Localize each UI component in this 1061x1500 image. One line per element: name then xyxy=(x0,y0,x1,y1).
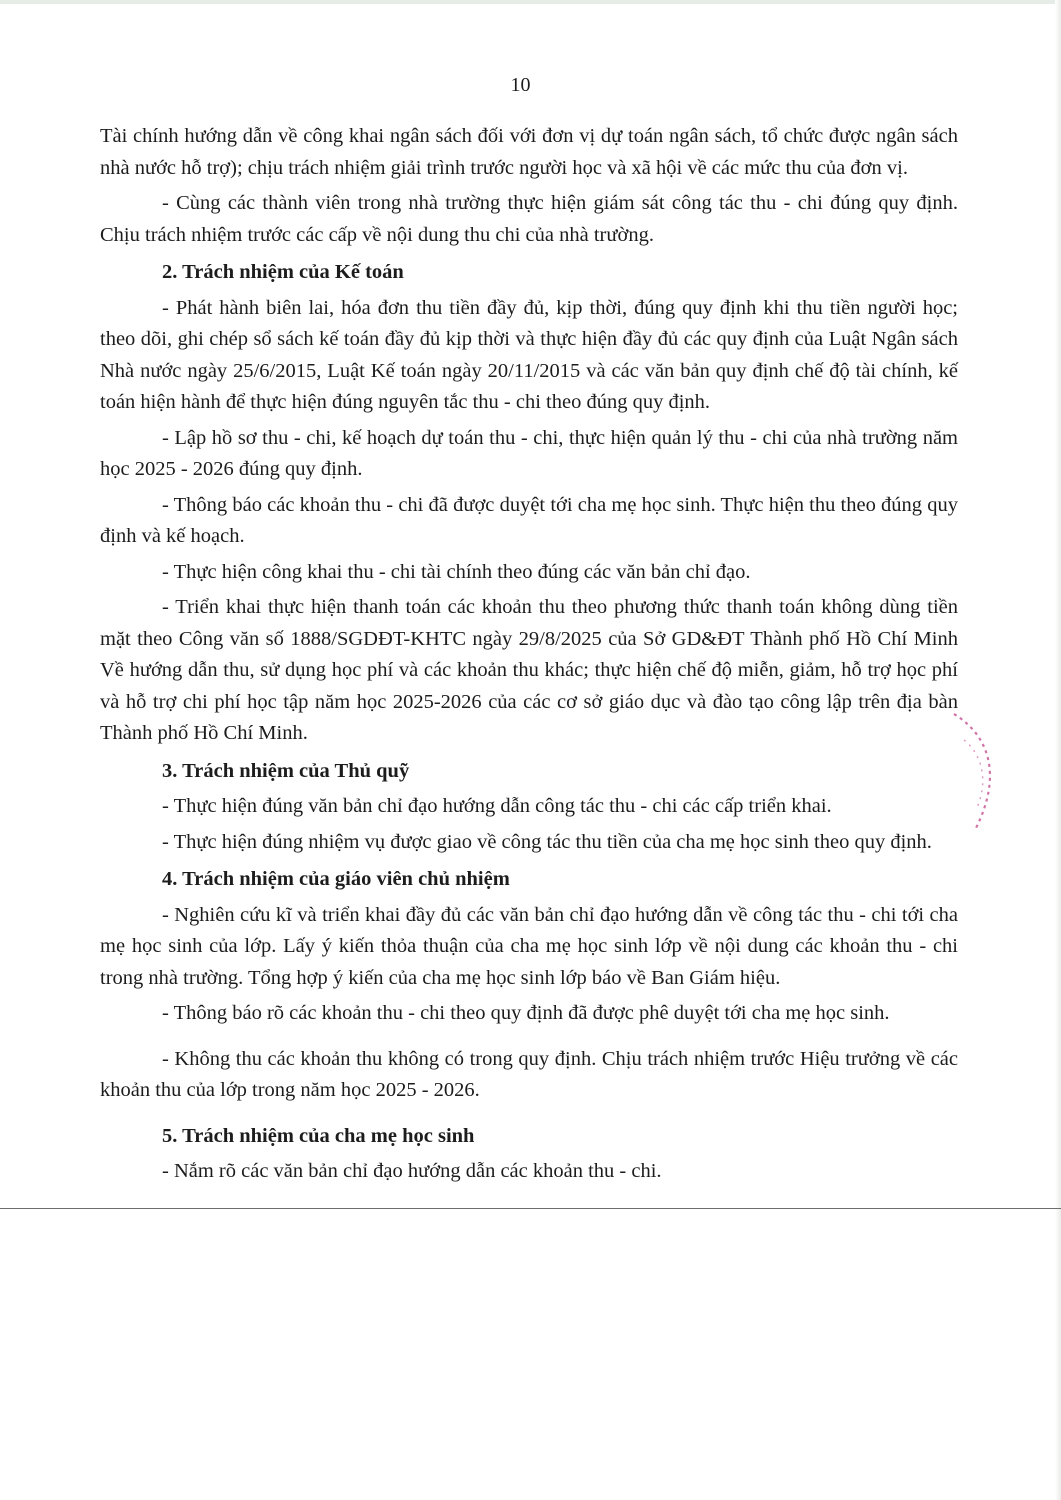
stamp-mark xyxy=(950,706,1010,836)
paragraph: - Thông báo các khoản thu - chi đã được duyệt tới cha mẹ học sinh. Thực hiện thu theo đúng quy định và kế hoạch. xyxy=(100,493,958,547)
paragraph: - Cùng các thành viên trong nhà trường thực hiện giám sát công tác thu - chi đúng quy định. Chịu trách nhiệm trước các cấp về nội dung thu chi của nhà trường. xyxy=(100,192,958,246)
paragraph: - Lập hồ sơ thu - chi, kế hoạch dự toán thu - chi, thực hiện quản lý thu - chi của nhà trường năm học 2025 - 2026 đúng quy định. xyxy=(100,426,958,480)
paragraph: - Thực hiện đúng nhiệm vụ được giao về công tác thu tiền của cha mẹ học sinh theo quy định. xyxy=(162,830,932,853)
paragraph: - Không thu các khoản thu không có trong quy định. Chịu trách nhiệm trước Hiệu trưởng về các khoản thu của lớp trong năm học 2025 - 2026. xyxy=(100,1047,958,1101)
paragraph: - Nắm rõ các văn bản chỉ đạo hướng dẫn các khoản thu - chi. xyxy=(162,1160,662,1182)
paragraph: - Nghiên cứu kĩ và triển khai đầy đủ các văn bản chỉ đạo hướng dẫn về công tác thu - chi tới cha mẹ học sinh của lớp. Lấy ý kiến thỏa thuận của cha mẹ học sinh lớp về nội dung các khoản thu - chi trong nhà trường. Tổng hợp ý kiến của cha mẹ học sinh lớp báo về Ban Giám hiệu. xyxy=(100,903,958,989)
page-number: 10 xyxy=(510,74,531,96)
paragraph: - Phát hành biên lai, hóa đơn thu tiền đầy đủ, kịp thời, đúng quy định khi thu tiền người học; theo dõi, ghi chép sổ sách kế toán đầy đủ kịp thời và thực hiện đầy đủ các quy định của Luật Ngân sách Nhà nước ngày 25/6/2015, Luật Kế toán ngày 20/11/2015 và các văn bản quy định chế độ tài chính, kế toán hiện hành để thực hiện đúng nguyên tắc thu - chi theo đúng quy định. xyxy=(100,296,958,413)
scan-right-edge xyxy=(1055,0,1061,1500)
section-heading: 5. Trách nhiệm của cha mẹ học sinh xyxy=(162,1124,475,1147)
paragraph: - Thông báo rõ các khoản thu - chi theo quy định đã được phê duyệt tới cha mẹ học sinh. xyxy=(162,1002,890,1024)
paragraph: Tài chính hướng dẫn về công khai ngân sách đối với đơn vị dự toán ngân sách, tổ chức được ngân sách nhà nước hỗ trợ); chịu trách nhiệm giải trình trước người học và xã hội về các mức thu của đơn vị. xyxy=(100,125,958,179)
scan-top-edge xyxy=(0,0,1061,4)
section-heading: 3. Trách nhiệm của Thủ quỹ xyxy=(162,759,410,782)
section-heading: 2. Trách nhiệm của Kế toán xyxy=(162,261,404,283)
section-heading: 4. Trách nhiệm của giáo viên chủ nhiệm xyxy=(162,868,510,890)
scan-line-artifact xyxy=(0,1208,1061,1209)
paragraph: - Thực hiện công khai thu - chi tài chính theo đúng các văn bản chỉ đạo. xyxy=(162,560,751,583)
paragraph: - Triển khai thực hiện thanh toán các khoản thu theo phương thức thanh toán không dùng tiền mặt theo Công văn số 1888/SGDĐT-KHTC ngày 29/8/2025 của Sở GD&ĐT Thành phố Hồ Chí Minh Về hướng dẫn thu, sử dụng học phí và các khoản thu khác; thực hiện chế độ miễn, giảm, hỗ trợ học phí và hỗ trợ chi phí học tập năm học 2025-2026 của các cơ sở giáo dục và đào tạo công lập trên địa bàn Thành phố Hồ Chí Minh. xyxy=(100,596,958,744)
document-body xyxy=(100,121,958,1188)
paragraph: - Thực hiện đúng văn bản chỉ đạo hướng dẫn công tác thu - chi các cấp triển khai. xyxy=(162,795,832,817)
